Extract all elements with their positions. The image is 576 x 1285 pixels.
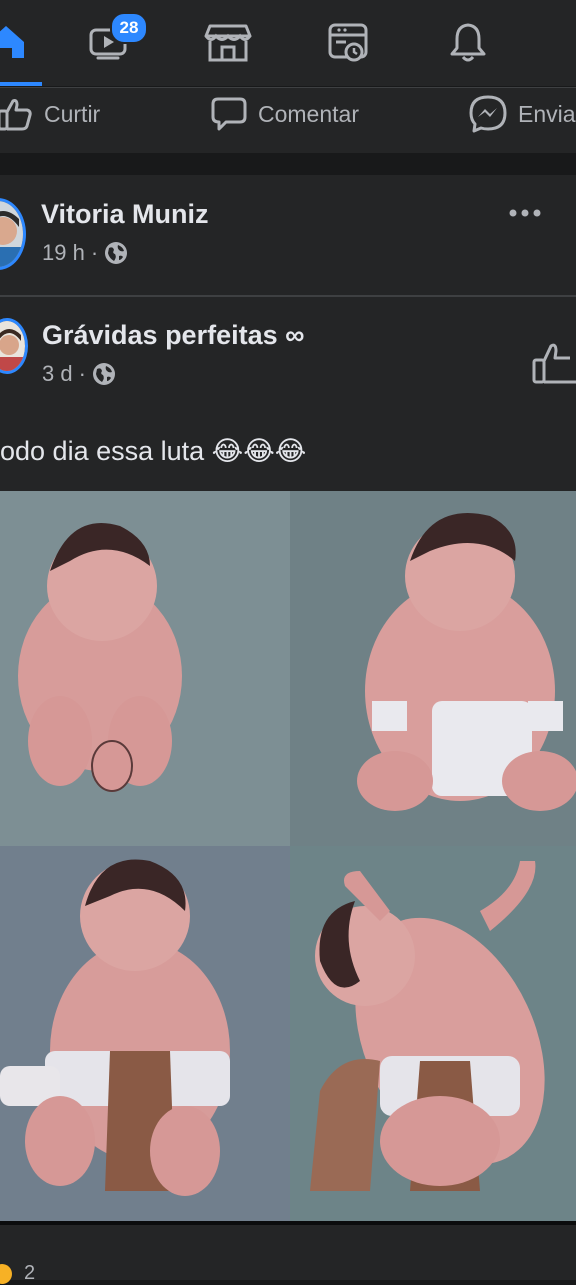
like-button[interactable] xyxy=(0,88,100,140)
post-meta xyxy=(42,240,128,266)
comment-button[interactable] xyxy=(210,88,359,140)
more-options-button[interactable] xyxy=(505,198,545,228)
reactions-summary[interactable] xyxy=(0,1262,35,1285)
shared-meta xyxy=(42,361,116,387)
more-icon xyxy=(508,208,542,218)
bell-icon xyxy=(446,20,490,64)
like-label: Curtir xyxy=(44,100,101,127)
active-tab-indicator xyxy=(0,82,42,86)
meta-dot: · xyxy=(90,240,99,265)
menu-tab[interactable] xyxy=(550,14,576,70)
feed-separator xyxy=(0,153,576,175)
globe-icon xyxy=(104,241,128,265)
photo-bottom-edge xyxy=(0,1221,576,1225)
globe-icon xyxy=(92,362,116,386)
post-caption: odo dia essa luta 😂😂😂 xyxy=(0,436,307,466)
feeds-tab[interactable] xyxy=(320,14,376,70)
home-tab[interactable] xyxy=(0,14,34,70)
group-name[interactable]: Grávidas perfeitas ∞ xyxy=(42,320,305,350)
shared-divider xyxy=(0,295,576,297)
top-navigation xyxy=(0,0,576,86)
group-picture xyxy=(0,321,25,371)
thumbs-up-icon xyxy=(0,95,34,133)
post-action-bar xyxy=(0,87,576,154)
comment-label: Comentar xyxy=(258,100,359,127)
send-label: Envia xyxy=(518,100,576,127)
marketplace-tab[interactable] xyxy=(200,14,256,70)
messenger-icon xyxy=(468,94,508,134)
shared-time[interactable]: 3 d xyxy=(42,361,73,386)
thumbs-up-icon xyxy=(530,340,576,386)
notifications-tab[interactable] xyxy=(440,14,496,70)
haha-reaction-icon xyxy=(0,1263,18,1285)
post-photo[interactable] xyxy=(0,491,576,1221)
shared-like-button[interactable] xyxy=(530,340,576,386)
post-time[interactable]: 19 h xyxy=(42,240,85,265)
send-button[interactable] xyxy=(468,88,576,140)
watch-badge: 28 xyxy=(110,12,148,44)
baby-illustration xyxy=(0,491,576,1221)
reaction-count: 2 xyxy=(24,1262,36,1284)
news-feed-icon xyxy=(326,20,370,64)
author-name[interactable]: Vitoria Muniz xyxy=(41,199,209,229)
menu-icon xyxy=(563,20,576,64)
shared-meta-dot: · xyxy=(78,361,86,386)
comment-icon xyxy=(210,95,248,133)
home-icon xyxy=(0,20,28,64)
marketplace-icon xyxy=(204,20,252,64)
